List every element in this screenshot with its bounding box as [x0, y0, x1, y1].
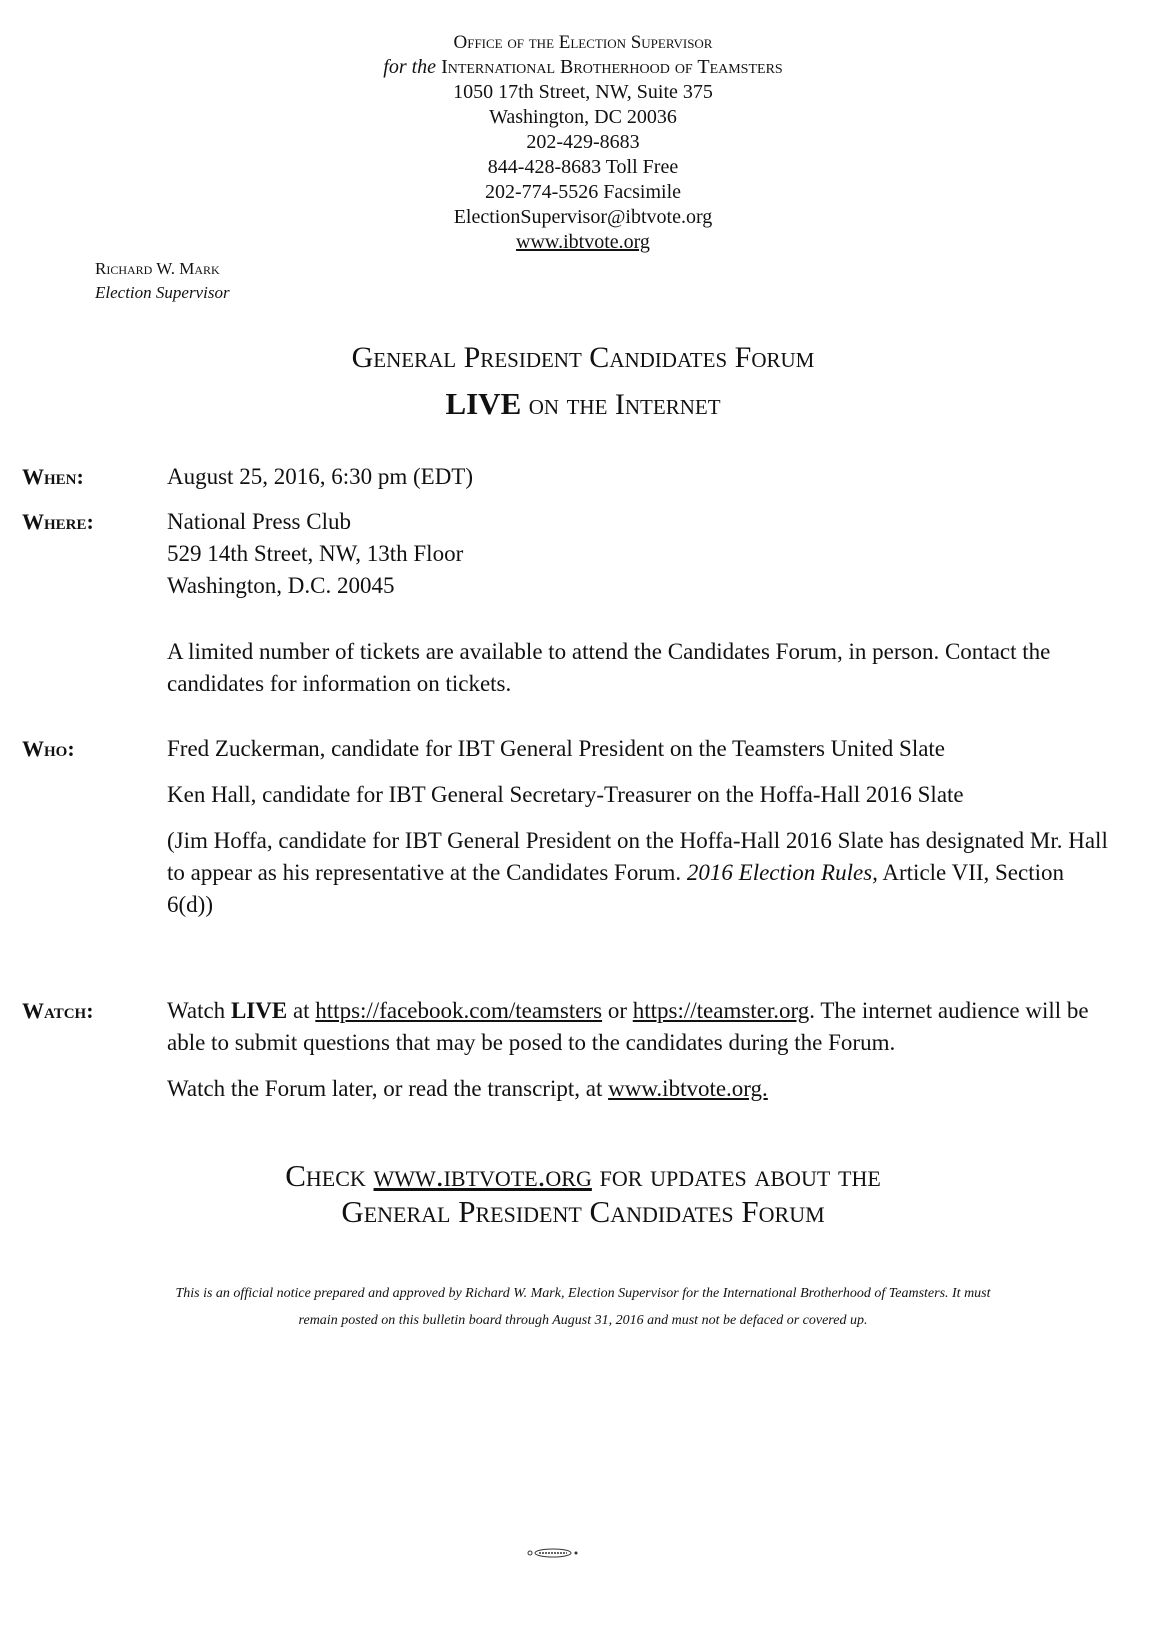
check-line-2: General President Candidates Forum — [341, 1194, 825, 1229]
facebook-link[interactable]: https://facebook.com/teamsters — [315, 998, 603, 1023]
letterhead — [0, 30, 1166, 255]
teamster-link[interactable]: https://teamster.org — [632, 998, 810, 1023]
watch-later-text — [167, 1073, 1112, 1105]
phone-number: 202-429-8683 — [526, 131, 640, 153]
notice-line-2: remain posted on this bulletin board through August 31, 2016 and must not be defaced or covered up. — [298, 1313, 868, 1328]
official-notice — [20, 1280, 1146, 1334]
watch-or: or — [607, 998, 627, 1023]
tickets-text: A limited number of tickets are available to attend the Candidates Forum, in person. Contact the candidates for information on tickets. — [167, 639, 1051, 696]
union-bug-icon — [523, 1548, 583, 1558]
watch-live-text — [167, 995, 1112, 1059]
who-label: Who: — [22, 736, 75, 761]
check-line-1 — [0, 1158, 1166, 1194]
who-body — [167, 733, 1112, 921]
check-ibtvote-link[interactable]: www.ibtvote.org — [373, 1158, 592, 1193]
where-body — [167, 506, 1112, 602]
watch-body — [167, 995, 1112, 1105]
watch-live: LIVE — [230, 998, 288, 1023]
check-updates-banner — [0, 1158, 1166, 1230]
supervisor-role: Election Supervisor — [95, 283, 230, 302]
headline-live: LIVE — [445, 386, 522, 421]
watch-prefix: Watch — [167, 998, 226, 1023]
watch-label: Watch: — [22, 998, 94, 1023]
headline — [0, 335, 1166, 428]
when-date: August 25, 2016, 6:30 pm (EDT) — [167, 464, 474, 489]
toll-free-number: 844-428-8683 Toll Free — [487, 156, 679, 178]
hoffa-note — [167, 825, 1112, 921]
hoffa-note-end: Article VII, Section 6(d)) — [167, 860, 1064, 917]
headline-title: General President Candidates Forum — [351, 341, 815, 374]
watch-later: Watch the Forum later, or read the transcript, at — [167, 1076, 603, 1101]
headline-subtitle — [0, 381, 1166, 428]
notice-line-1: This is an official notice prepared and approved by Richard W. Mark, Election Supervisor for the International Brotherhood of Teamsters. It must — [175, 1286, 991, 1301]
supervisor-block — [95, 257, 230, 305]
fax-number: 202-774-5526 Facsimile — [484, 181, 682, 203]
office-name: Office of the Election Supervisor — [453, 32, 713, 53]
where-label: Where: — [22, 509, 94, 534]
candidate-zuckerman: Fred Zuckerman, candidate for IBT General President on the Teamsters United Slate — [167, 736, 946, 761]
for-the-text: for the — [383, 56, 437, 78]
address-line-1: 1050 17th Street, NW, Suite 375 — [453, 81, 713, 103]
address-line-2: Washington, DC 20036 — [489, 106, 677, 128]
check-prefix: Check — [285, 1158, 366, 1193]
watch-rest: . The internet audience will be able to submit questions that may be posed to the candidates during the Forum. — [167, 998, 1089, 1055]
email-address: ElectionSupervisor@ibtvote.org — [453, 206, 713, 228]
where-venue: National Press Club — [167, 509, 351, 534]
where-city: Washington, D.C. 20045 — [167, 573, 395, 598]
watch-at: at — [292, 998, 310, 1023]
website-link[interactable]: www.ibtvote.org — [516, 231, 650, 253]
supervisor-name: Richard W. Mark — [95, 259, 220, 278]
hoffa-note-start: (Jim Hoffa, candidate for IBT General President on the Hoffa-Hall 2016 Slate has designated Mr. Hall to appear as his representative at the Candidates Forum. — [167, 828, 1108, 885]
organization-name: International Brotherhood of Teamsters — [441, 56, 783, 78]
when-label: When: — [22, 464, 84, 489]
organization-line — [0, 55, 1166, 80]
check-suffix: for updates about the — [599, 1158, 881, 1193]
ibtvote-link[interactable]: www.ibtvote.org. — [608, 1076, 768, 1101]
where-street: 529 14th Street, NW, 13th Floor — [167, 541, 464, 566]
headline-on-internet: on the Internet — [528, 388, 721, 421]
election-rules-ref: 2016 Election Rules, — [686, 860, 878, 885]
when-body — [167, 461, 1112, 493]
candidate-hall: Ken Hall, candidate for IBT General Secretary-Treasurer on the Hoffa-Hall 2016 Slate — [167, 782, 964, 807]
tickets-body — [167, 636, 1112, 700]
